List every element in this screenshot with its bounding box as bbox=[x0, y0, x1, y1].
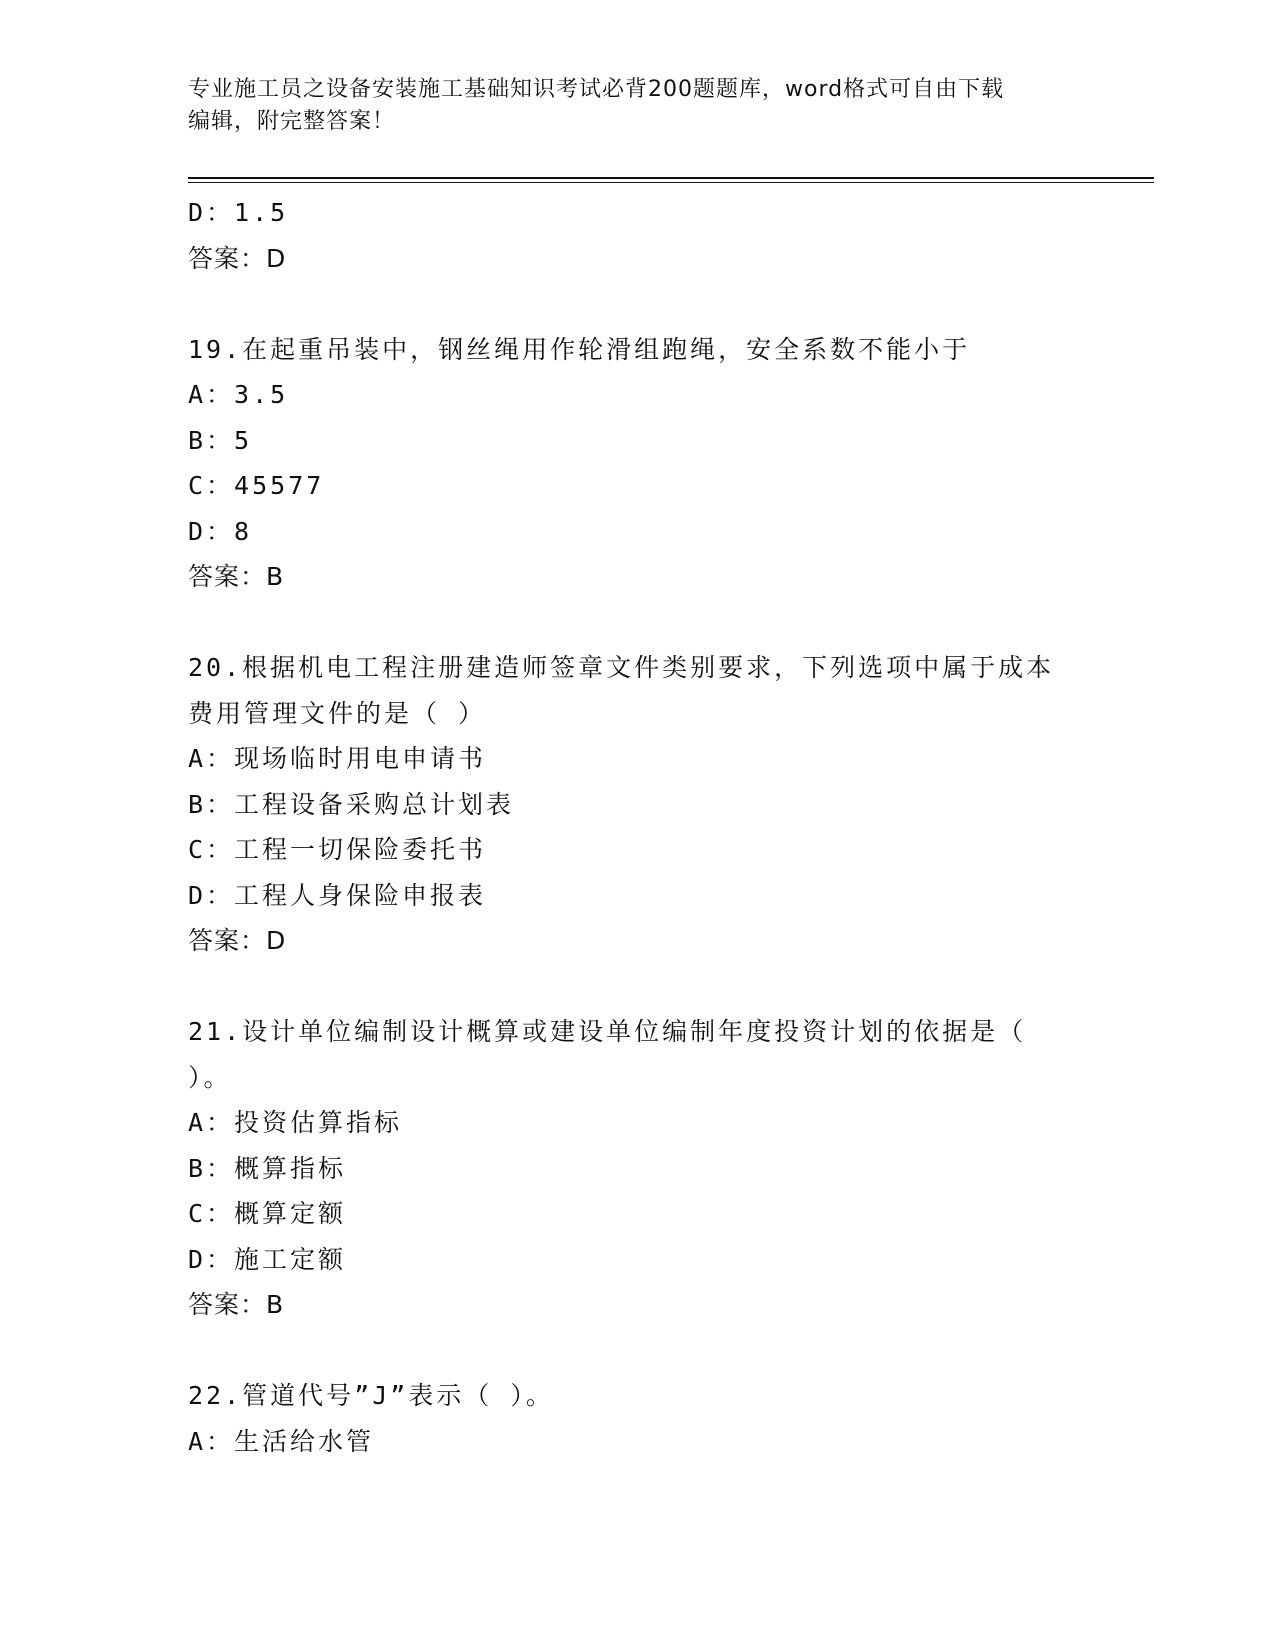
question-text-cont: 费用管理文件的是（ ） bbox=[188, 698, 487, 728]
option-c: C：45577 bbox=[188, 471, 325, 500]
question-19 bbox=[188, 327, 1088, 600]
option-b: B：5 bbox=[188, 425, 253, 455]
document-body bbox=[188, 190, 1088, 1464]
option-b: B：概算指标 bbox=[188, 1153, 347, 1183]
question-text: 19.在起重吊装中，钢丝绳用作轮滑组跑绳，安全系数不能小于 bbox=[188, 334, 971, 364]
question-text: 22.管道代号”J”表示（ ）。 bbox=[188, 1381, 554, 1410]
option-d: D：工程人身保险申报表 bbox=[188, 880, 487, 910]
option-a: A：3.5 bbox=[188, 380, 289, 409]
question-20 bbox=[188, 645, 1088, 964]
option-c: C：工程一切保险委托书 bbox=[188, 835, 487, 864]
option-c: C：概算定额 bbox=[188, 1199, 347, 1228]
answer: 答案：B bbox=[188, 1290, 285, 1319]
answer: 答案：D bbox=[188, 926, 287, 955]
header-divider-thick bbox=[188, 177, 1154, 179]
question-text-cont: ）。 bbox=[188, 1062, 232, 1092]
header-line-1: 专业施工员之设备安装施工基础知识考试必背200题题库，word格式可自由下载 bbox=[188, 77, 1005, 102]
header-divider-thin bbox=[188, 182, 1154, 183]
question-text: 20.根据机电工程注册建造师签章文件类别要求，下列选项中属于成本 bbox=[188, 653, 1055, 682]
spacer bbox=[188, 281, 1088, 327]
question-22 bbox=[188, 1373, 1088, 1464]
question-text: 21.设计单位编制设计概算或建设单位编制年度投资计划的依据是（ bbox=[188, 1017, 1027, 1046]
option-b: B：工程设备采购总计划表 bbox=[188, 789, 515, 819]
spacer bbox=[188, 600, 1088, 646]
option-d: D：8 bbox=[188, 516, 253, 546]
header-line-2: 编辑，附完整答案！ bbox=[188, 109, 396, 134]
prev-answer: 答案：D bbox=[188, 243, 287, 273]
answer: 答案：B bbox=[188, 562, 285, 591]
spacer bbox=[188, 1328, 1088, 1374]
document-header bbox=[188, 74, 1088, 138]
prev-option-d: D：1.5 bbox=[188, 198, 289, 227]
option-a: A：投资估算指标 bbox=[188, 1108, 403, 1137]
option-d: D：施工定额 bbox=[188, 1244, 347, 1274]
spacer bbox=[188, 964, 1088, 1010]
option-a: A：生活给水管 bbox=[188, 1426, 375, 1456]
question-21 bbox=[188, 1009, 1088, 1328]
option-a: A：现场临时用电申请书 bbox=[188, 744, 487, 773]
